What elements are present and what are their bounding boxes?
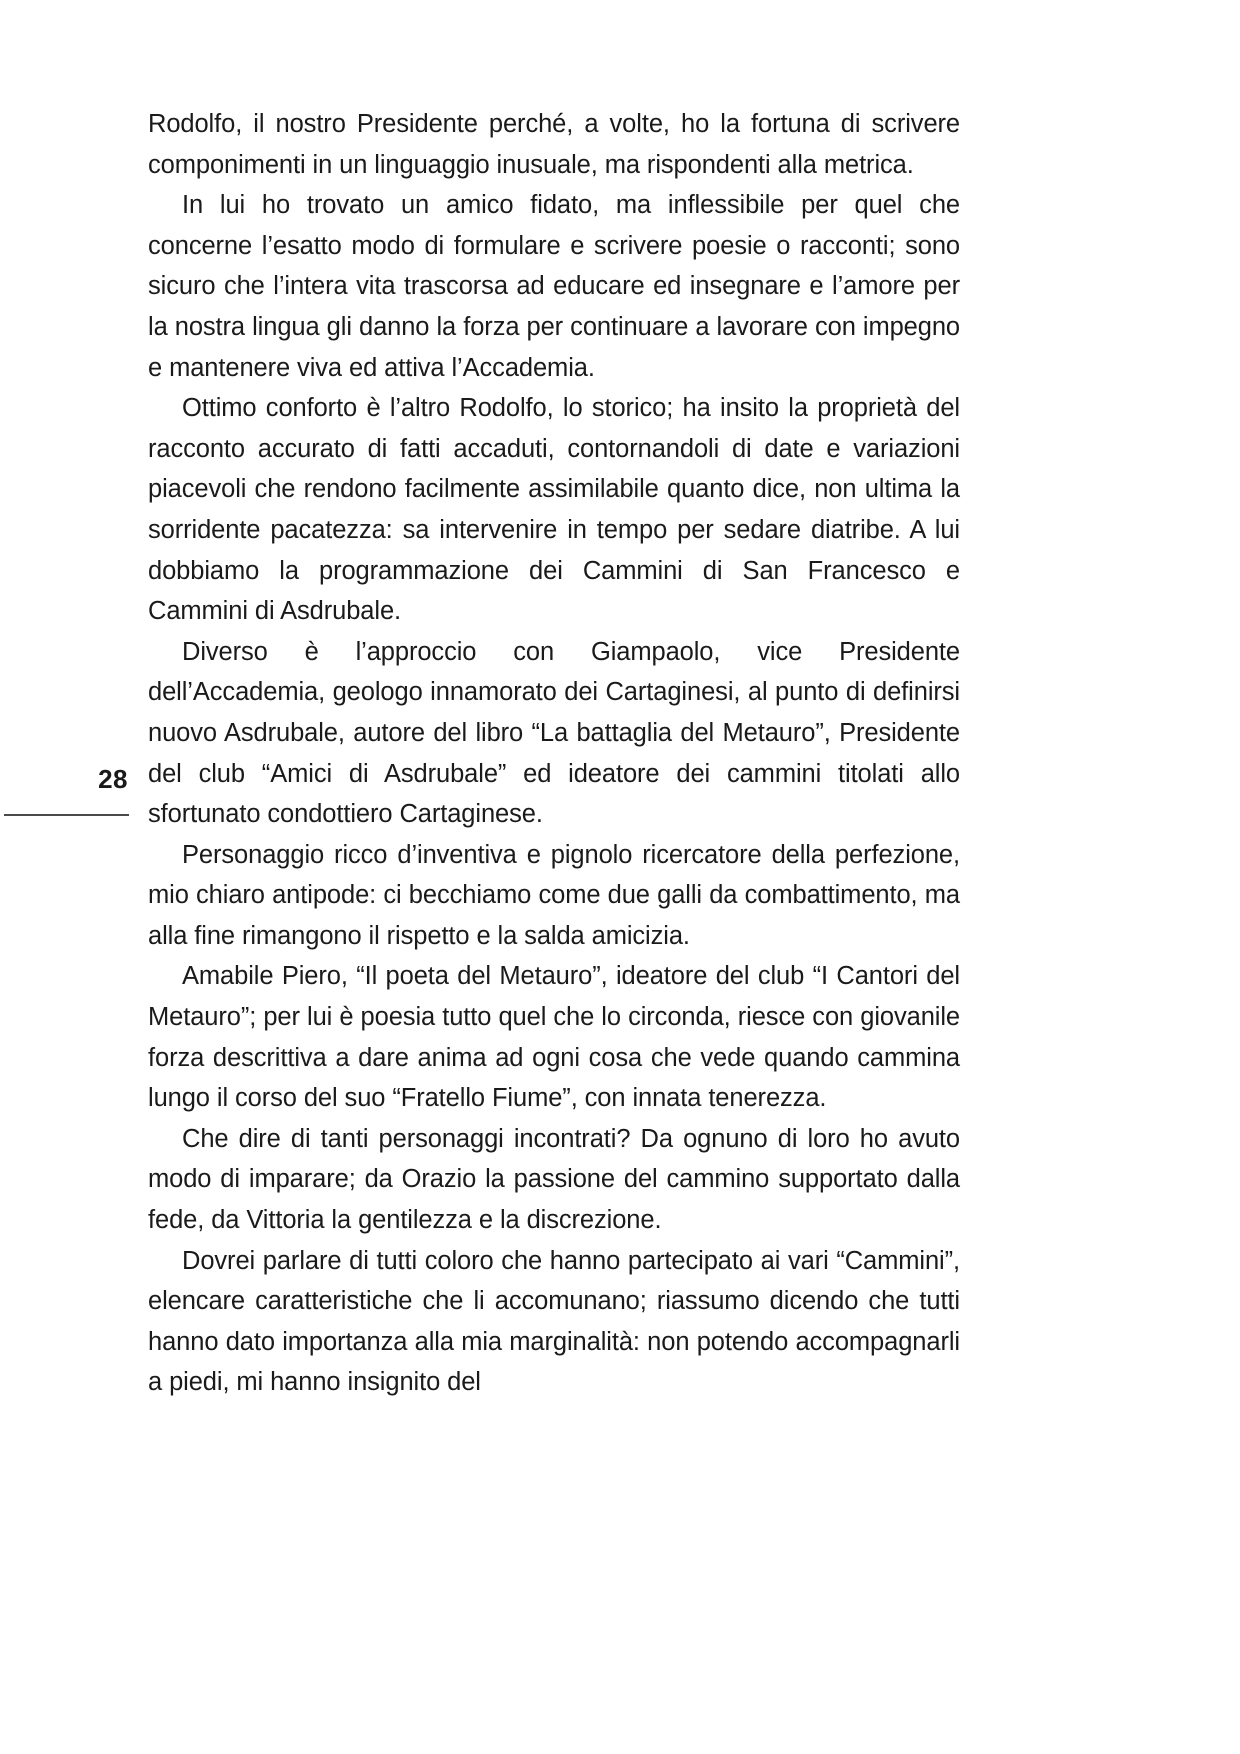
body-text-column bbox=[148, 104, 960, 1403]
para-amabile-piero: Amabile Piero, “Il poeta del Metauro”, ideatore del club “I Cantori del Metauro”; per lui è poesia tutto quel che lo circonda, riesce con giovanile forza descrittiva a dare anima ad ogni cosa che vede quando cammina lungo il corso del suo “Fratello Fiume”, con innata tenerezza. bbox=[148, 962, 960, 1113]
folio-block bbox=[0, 766, 133, 816]
para-ottimo-conforto: Ottimo conforto è l’altro Rodolfo, lo storico; ha insito la proprietà del racconto accurato di fatti accaduti, contornandoli di date e variazioni piacevoli che rendono facilmente assimilabile quanto dice, non ultima la sorridente pacatezza: sa intervenire in tempo per sedare diatribe. A lui dobbiamo la programmazione dei Cammini di San Francesco e Cammini di Asdrubale. bbox=[148, 394, 960, 626]
para-giampaolo: Diverso è l’approccio con Giampaolo, vice Presidente dell’Accademia, geologo innamorato dei Cartaginesi, al punto di definirsi nuovo Asdrubale, autore del libro “La battaglia del Metauro”, Presidente del club “Amici di Asdrubale” ed ideatore dei cammini titolati allo sfortunato condottiero Cartaginese. bbox=[148, 637, 960, 829]
page-number: 28 bbox=[98, 764, 128, 794]
folio-divider-rule bbox=[4, 814, 129, 816]
para-personaggio-inventiva: Personaggio ricco d’inventiva e pignolo ricercatore della perfezione, mio chiaro antipode: ci becchiamo come due galli da combattimento, ma alla fine rimangono il rispetto e la salda amicizia. bbox=[148, 840, 960, 950]
para-rodolfo-presidente: Rodolfo, il nostro Presidente perché, a volte, ho la fortuna di scrivere componimenti in un linguaggio inusuale, ma rispondenti alla metrica. bbox=[148, 110, 960, 179]
para-amico-fidato: In lui ho trovato un amico fidato, ma inflessibile per quel che concerne l’esatto modo di formulare e scrivere poesie o racconti; sono sicuro che l’intera vita trascorsa ad educare ed insegnare e l’amore per la nostra lingua gli danno la forza per continuare a lavorare con impegno e mantenere viva ed attiva l’Accademia. bbox=[148, 191, 960, 382]
para-dovrei-parlare: Dovrei parlare di tutti coloro che hanno partecipato ai vari “Cammini”, elencare caratteristiche che li accomunano; riassumo dicendo che tutti hanno dato importanza alla mia marginalità: non potendo accompagnarli a piedi, mi hanno insignito del bbox=[148, 1246, 960, 1397]
para-che-dire: Che dire di tanti personaggi incontrati? Da ognuno di loro ho avuto modo di imparare; da Orazio la passione del cammino supportato dalla fede, da Vittoria la gentilezza e la discrezione. bbox=[148, 1124, 960, 1235]
